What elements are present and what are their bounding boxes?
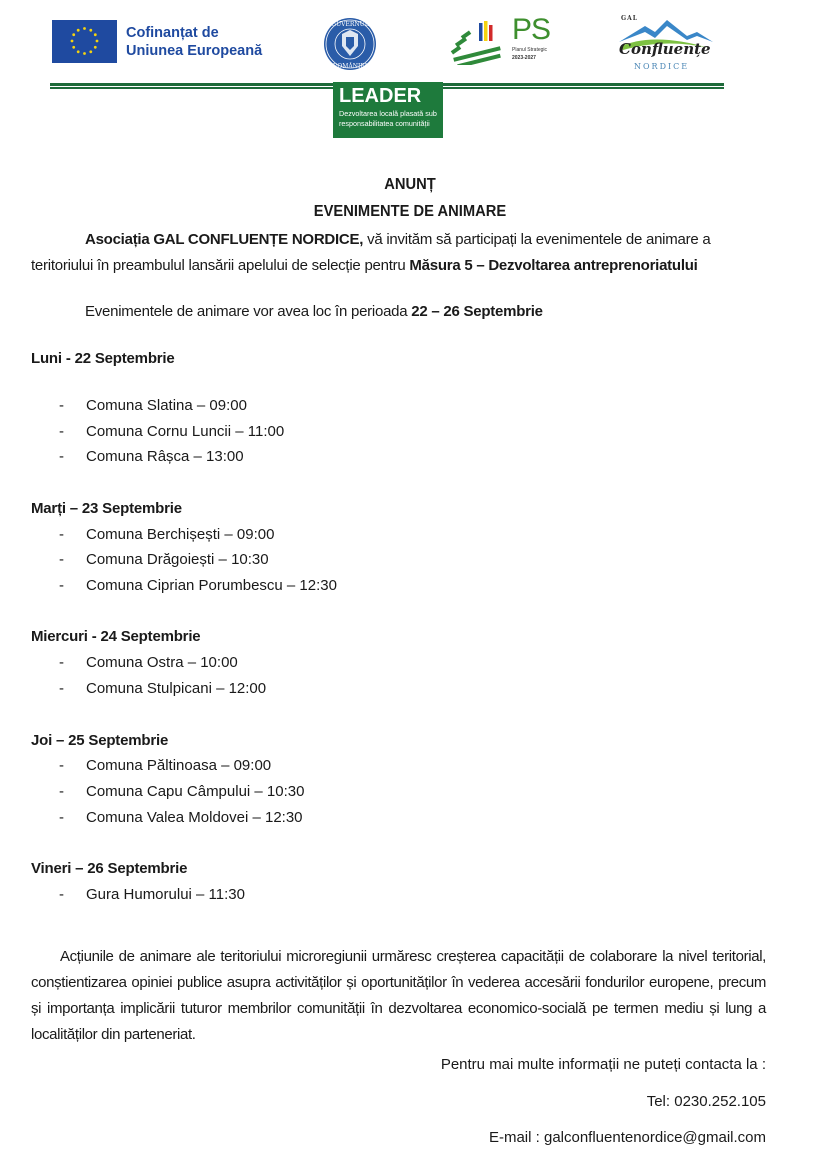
period-text: Evenimentele de animare vor avea loc în perioada <box>85 303 412 320</box>
event-label: Comuna Păltinoasa – 09:00 <box>86 757 272 774</box>
day-heading: Miercuri - 24 Septembrie <box>31 628 201 645</box>
romanian-government-seal-icon <box>318 16 382 72</box>
event-label: Comuna Cornu Luncii – 11:00 <box>86 423 285 440</box>
contact-intro: Pentru mai multe informații ne puteți contacta la : <box>440 1056 766 1073</box>
eu-cofinance-label <box>126 24 262 60</box>
leader-title: LEADER <box>339 85 422 107</box>
event-item <box>59 654 238 671</box>
ps-logo-subtitle: Planul Strategic <box>512 47 548 53</box>
event-label: Comuna Ciprian Porumbescu – 12:30 <box>86 577 337 594</box>
event-item <box>59 809 303 826</box>
bullet-dash: - <box>59 809 64 826</box>
period-dates: 22 – 26 Septembrie <box>411 303 543 320</box>
bullet-dash: - <box>59 423 64 440</box>
event-item <box>59 577 337 594</box>
day-heading: Vineri – 26 Septembrie <box>31 860 188 877</box>
intro-paragraph <box>31 227 771 279</box>
ps-logo-years: 2023-2027 <box>512 55 536 61</box>
event-item <box>59 448 244 465</box>
contact-email[interactable]: E-mail : galconfluentenordice@gmail.com <box>488 1129 766 1146</box>
day-heading: Joi – 25 Septembrie <box>31 732 169 749</box>
event-label: Comuna Drăgoiești – 10:30 <box>86 551 269 568</box>
bullet-dash: - <box>59 551 64 568</box>
event-label: Gura Humorului – 11:30 <box>86 886 245 903</box>
bullet-dash: - <box>59 886 64 903</box>
closing-paragraph <box>31 944 766 1048</box>
event-label: Comuna Stulpicani – 12:00 <box>86 680 267 697</box>
day-heading: Luni - 22 Septembrie <box>31 350 175 367</box>
leader-subtitle <box>339 109 437 128</box>
bullet-dash: - <box>59 783 64 800</box>
seal-text-top: GUVERNUL <box>331 21 369 28</box>
eu-text-line1: Cofinanțat de <box>126 25 219 41</box>
event-label: Comuna Râșca – 13:00 <box>86 448 244 465</box>
measure-name: Măsura 5 – Dezvoltarea antreprenoriatului <box>409 257 698 274</box>
leader-subtitle-line2: responsabilitatea comunității <box>339 118 430 128</box>
header-divider-left <box>50 83 333 89</box>
gal-logo-subname: NORDICE <box>634 62 690 71</box>
gal-logo-label: GAL <box>621 15 638 22</box>
eu-text-line2: Uniunea Europeană <box>126 43 263 59</box>
event-label: Comuna Berchișești – 09:00 <box>86 526 275 543</box>
ps-logo-text: PS <box>512 13 551 46</box>
organization-name: Asociația GAL CONFLUENȚE NORDICE, <box>85 231 364 248</box>
gal-logo-name: Confluențe <box>619 40 711 58</box>
bullet-dash: - <box>59 757 64 774</box>
event-item <box>59 423 284 440</box>
event-item <box>59 886 245 903</box>
leader-subtitle-line1: Dezvoltarea locală plasată sub <box>339 109 437 118</box>
event-item <box>59 757 271 774</box>
intro-text: vă invităm să participați la evenimentele de animare a teritoriului în preambulul lansării apelului de selecție pentru <box>31 231 711 274</box>
bullet-dash: - <box>59 448 64 465</box>
period-paragraph <box>85 299 543 325</box>
event-label: Comuna Slatina – 09:00 <box>86 397 247 414</box>
closing-text: Acțiunile de animare ale teritoriului microregiunii urmăresc creșterea capacității de colaborare la nivel teritorial, conștientizarea opiniei publice asupra activităților și oportunităților în vederea accesării fondurilor europene, precum și importanța implicării tuturor membrilor comunității în dezvoltarea economico-socială pe termen mediu și lung a localităților din parteneriat. <box>31 948 766 1043</box>
document-subtitle: EVENIMENTE DE ANIMARE <box>313 203 507 220</box>
event-label: Comuna Ostra – 10:00 <box>86 654 238 671</box>
bullet-dash: - <box>59 397 64 414</box>
event-item <box>59 680 266 697</box>
event-item <box>59 397 247 414</box>
seal-text-bottom: ROMÂNIEI <box>332 63 368 70</box>
bullet-dash: - <box>59 654 64 671</box>
eu-flag-icon <box>52 20 117 63</box>
bullet-dash: - <box>59 526 64 543</box>
day-heading: Marți – 23 Septembrie <box>31 500 182 517</box>
document-title: ANUNȚ <box>384 176 436 193</box>
event-label: Comuna Valea Moldovei – 12:30 <box>86 809 303 826</box>
header-divider-right <box>443 83 724 89</box>
event-label: Comuna Capu Câmpului – 10:30 <box>86 783 305 800</box>
contact-phone[interactable]: Tel: 0230.252.105 <box>646 1093 766 1110</box>
bullet-dash: - <box>59 577 64 594</box>
event-item <box>59 526 274 543</box>
event-item <box>59 783 304 800</box>
event-item <box>59 551 269 568</box>
leader-logo <box>333 82 443 138</box>
bullet-dash: - <box>59 680 64 697</box>
